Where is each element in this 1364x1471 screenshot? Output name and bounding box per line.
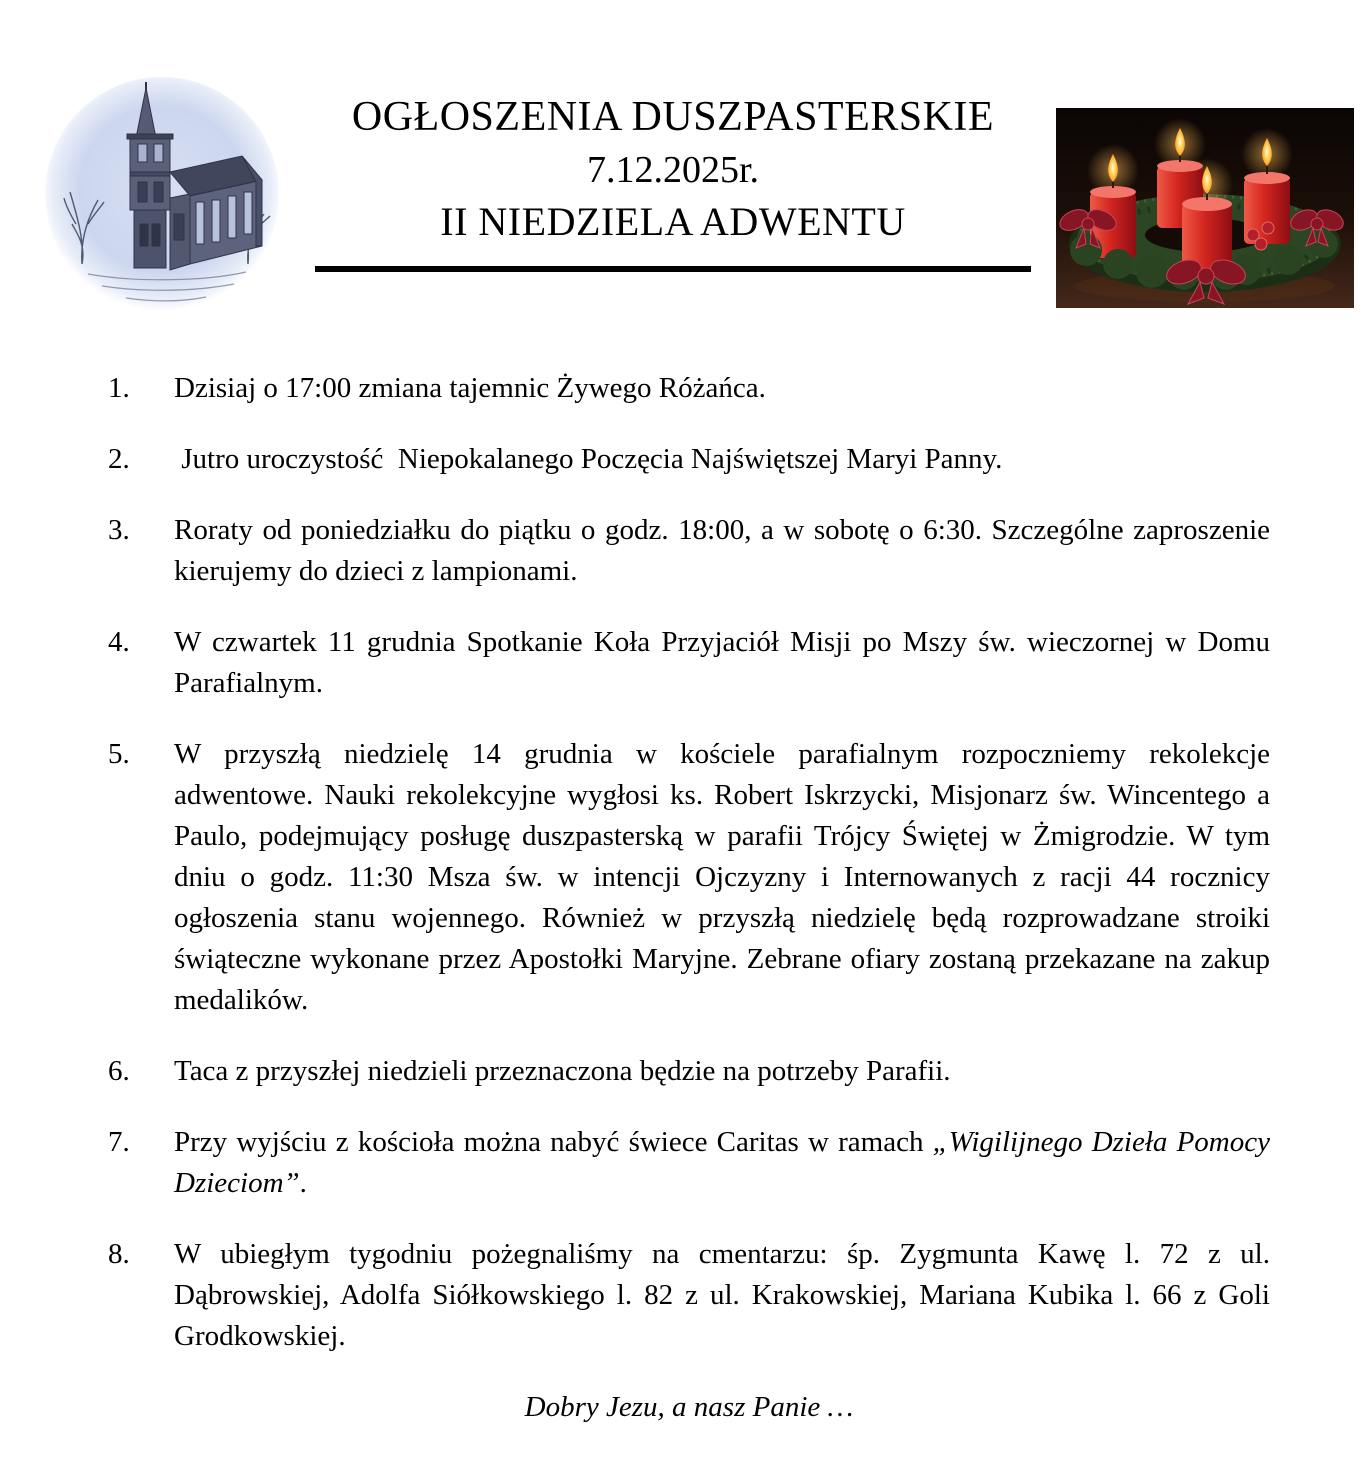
announcement-number: 1. (108, 372, 130, 404)
announcement-text: W czwartek 11 grudnia Spotkanie Koła Przyjaciół Misji po Mszy św. wieczornej w Domu Parafialnym. (174, 626, 1270, 699)
announcement-number: 7. (108, 1126, 130, 1158)
announcement-text: Jutro uroczystość Niepokalanego Poczęcia Najświętszej Maryi Panny. (174, 443, 1003, 475)
announcement-text-regular: . (299, 1167, 307, 1199)
bulletin-date: 7.12.2025r. (586, 149, 760, 191)
announcement-number: 3. (108, 514, 130, 546)
announcement-text-regular: Przy wyjściu z kościoła można nabyć świece Caritas w ramach (174, 1126, 933, 1158)
announcement-item-5 (108, 734, 1270, 1021)
announcement-number: 2. (108, 443, 130, 475)
announcement-text (174, 1122, 1270, 1204)
announcement-number: 4. (108, 626, 130, 658)
announcement-item-4 (108, 622, 1270, 704)
closing-prayer-line: Dobry Jezu, a nasz Panie … (524, 1391, 854, 1423)
advent-wreath-drawing (1056, 108, 1354, 308)
announcement-item-7 (108, 1122, 1270, 1204)
announcement-number: 6. (108, 1055, 130, 1087)
announcements-list (108, 368, 1270, 1427)
church-engraving-image (42, 74, 282, 318)
advent-wreath-image (1056, 108, 1354, 308)
divider-rule (315, 266, 1031, 272)
announcement-number: 8. (108, 1238, 130, 1270)
page-title: OGŁOSZENIA DUSZPASTERSKIE (351, 94, 995, 140)
announcement-text: Roraty od poniedziałku do piątku o godz. 18:00, a w sobotę o 6:30. Szczególne zaproszenie kierujemy do dzieci z lampionami. (174, 514, 1270, 587)
header (315, 90, 1031, 272)
announcement-item-2 (108, 439, 1270, 480)
announcement-item-3 (108, 510, 1270, 592)
announcement-item-8 (108, 1234, 1270, 1357)
announcement-text-italic: „Wigilijnego Dzieła Pomocy Dzieciom” (174, 1126, 1270, 1199)
announcement-item-1 (108, 368, 1270, 409)
church-engraving-drawing (42, 74, 282, 318)
announcement-item-6 (108, 1051, 1270, 1092)
announcement-text: Taca z przyszłej niedzieli przeznaczona będzie na potrzeby Parafii. (174, 1055, 951, 1087)
bulletin-subtitle: II NIEDZIELA ADWENTU (440, 199, 906, 244)
announcement-text: W ubiegłym tygodniu pożegnaliśmy na cmentarzu: śp. Zygmunta Kawę l. 72 z ul. Dąbrowskiej, Adolfa Siółkowskiego l. 82 z ul. Krakowskiej, Mariana Kubika l. 66 z Goli Grodkowskiej. (174, 1238, 1270, 1352)
announcement-text: W przyszłą niedzielę 14 grudnia w kościele parafialnym rozpoczniemy rekolekcje adwentowe. Nauki rekolekcyjne wygłosi ks. Robert Iskrzycki, Misjonarz św. Wincentego a Paulo, podejmujący posługę duszpasterską w parafii Trójcy Świętej w Żmigrodzie. W tym dniu o godz. 11:30 Msza św. w intencji Ojczyzny i Internowanych z racji 44 rocznicy ogłoszenia stanu wojennego. Również w przyszłą niedzielę będą rozprowadzane stroiki świąteczne wykonane przez Apostołki Maryjne. Zebrane ofiary zostaną przekazane na zakup medalików. (174, 738, 1270, 1016)
announcement-number: 5. (108, 738, 130, 770)
announcement-text: Dzisiaj o 17:00 zmiana tajemnic Żywego Różańca. (174, 372, 766, 404)
